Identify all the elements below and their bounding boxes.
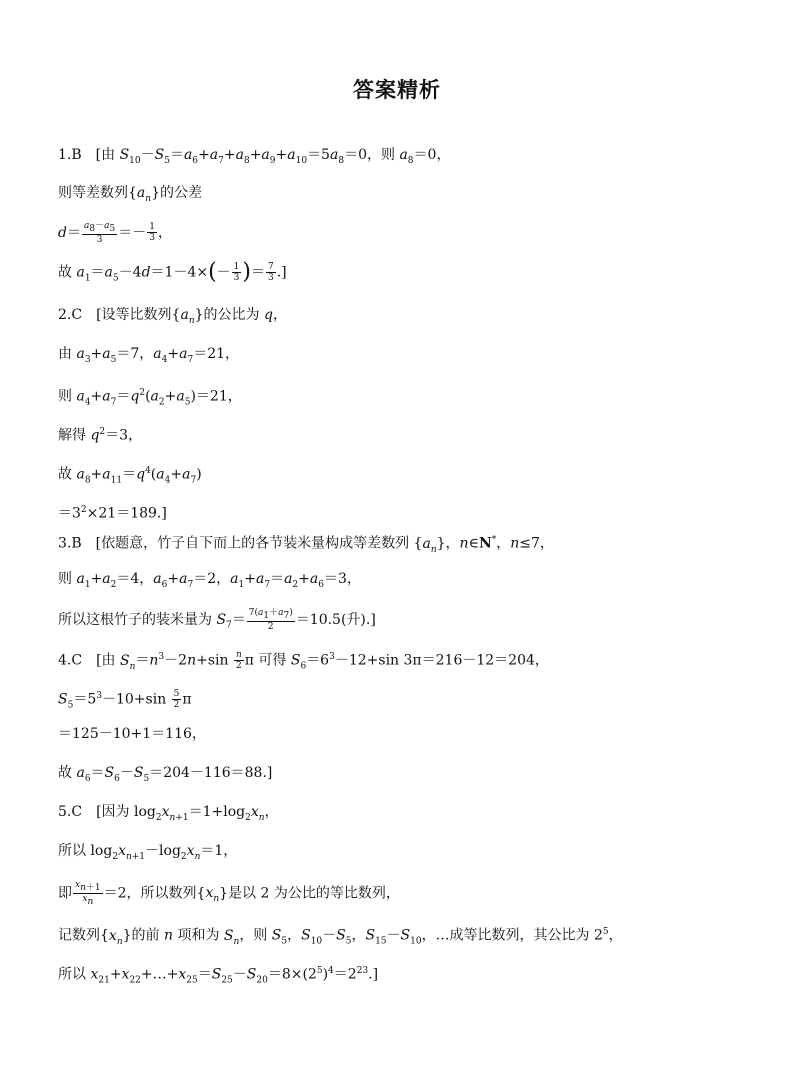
answer-line-l11: 3.B [依题意，竹子自下而上的各节装米量构成等差数列 $\{a_n\}$，n∈N*，n≤7， bbox=[58, 535, 554, 555]
answer-line-l1: 1.B [由 $S_{10}-S_5=a_6+a_7+a_8+a_9+a_{10}=5a_8=0$，则 $a_8=0$， bbox=[58, 147, 451, 166]
answer-line-l18: 5.C [因为 $\log_2x_{n+1}=1+\log_2x_n$， bbox=[58, 804, 279, 823]
answer-line-l3: d＝ $\frac{a_8-a_5}{3}$ ＝－ $\frac{1}{3}$ ， bbox=[58, 221, 172, 245]
answer-line-l7: 则 $a_4+a_7=q^2(a_2+a_5)=21$， bbox=[58, 388, 242, 408]
answer-line-l22: 所以 $x_{21}+x_{22}+\dots+x_{25}=S_{25}-S_{20}=8\times(2^5)^4=2^{23}$.] bbox=[58, 966, 379, 986]
answer-line-l20: 即 $\frac{x_{n+1}}{x_n}$ ＝2，所以数列$\{x_n\}$是以 2 为公比的等比数列， bbox=[58, 880, 400, 907]
answer-line-l5: 2.C [设等比数列$\{a_n\}$的公比为 q， bbox=[58, 307, 287, 326]
answer-line-l16: ＝125－10+1＝116， bbox=[58, 726, 206, 742]
answer-line-l13: 所以这根竹子的装米量为 $S_7=$ $\frac{7(a_1+a_7)}{2}$ ＝10.5(升).] bbox=[58, 608, 376, 632]
answer-line-l12: 则 $a_1+a_2=4$，$a_6+a_7=2$，$a_1+a_7=a_2+a_6=3$， bbox=[58, 571, 361, 590]
answer-line-l8: 解得 $q^2=3$， bbox=[58, 427, 143, 444]
answer-line-l4: 故 $a_1=a_5-4d=1-4\times(-$ $\frac{1}{3}$ )＝ $\frac{7}{3}$ .] bbox=[58, 259, 287, 285]
answer-line-l15: $S_5=5^3-10+\sin$ $\frac{5}{2}$ π bbox=[58, 689, 192, 711]
answer-line-l14: 4.C [由 $S_n=n^3-2n+\sin$ $\frac{n}{2}$ π 可得 $S_6=6^3-12+\sin$ 3π＝216－12＝204， bbox=[58, 650, 549, 672]
answer-line-l19: 所以 $\log_2x_{n+1}-\log_2x_n=1$， bbox=[58, 843, 238, 862]
answer-line-l21: 记数列$\{x_n\}$的前 n 项和为 $S_n$，则 $S_5$，$S_{10}-S_5$，$S_{15}-S_{10}$，…成等比数列，其公比为 $2^5$， bbox=[58, 927, 623, 947]
answer-line-l6: 由 $a_3+a_5=7$，$a_4+a_7=21$， bbox=[58, 346, 240, 365]
page-title: 答案精析 bbox=[353, 78, 441, 102]
answer-line-l17: 故 $a_6=S_6-S_5=204-116=88$.] bbox=[58, 765, 273, 784]
answer-line-l2: 则等差数列$\{a_n\}$的公差 bbox=[58, 185, 202, 204]
answer-line-l9: 故 $a_8+a_{11}=q^4(a_4+a_7)$ bbox=[58, 466, 202, 486]
answer-line-l10: $=3^2\times 21=189$.] bbox=[58, 505, 167, 522]
